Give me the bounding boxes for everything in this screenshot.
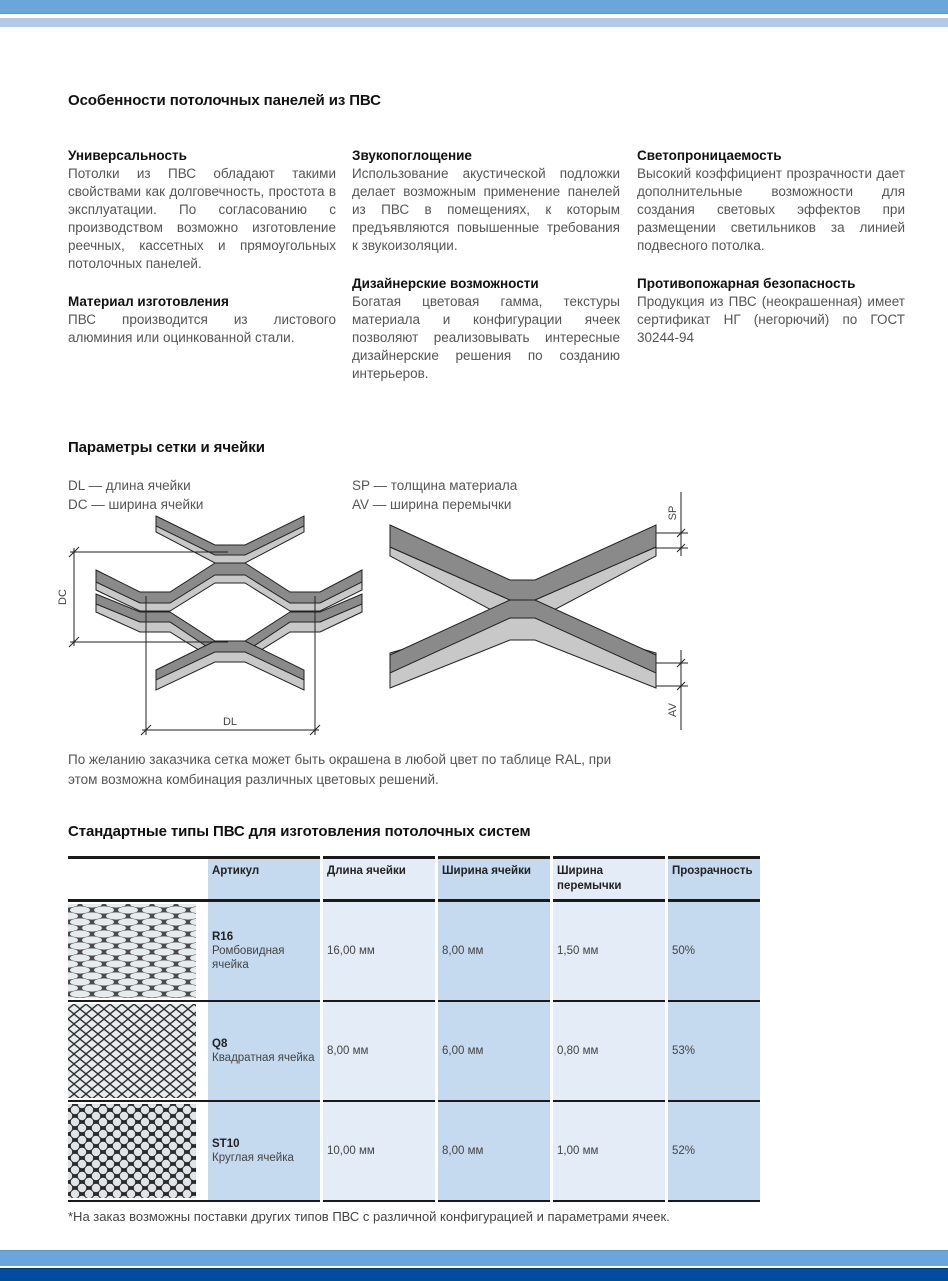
- article-name: Квадратная ячейка: [212, 1052, 315, 1064]
- paint-note: По желанию заказчика сетка может быть окрашена в любой цвет по таблице RAL, при этом возможна комбинация различных цветовых решений.: [68, 752, 612, 787]
- legend-right: [352, 476, 517, 514]
- feature-text: Потолки из ПВС обладают такими свойствами как долговечность, простота в эксплуатации. По согласованию с производством возможно изготовление реечных, кассетных и прямоугольных потолочных панелей.: [68, 166, 336, 271]
- table-header-row: [68, 858, 760, 901]
- feature-design: [352, 275, 620, 383]
- bridge-width: 1,00 мм: [552, 1101, 667, 1201]
- cell-width: 8,00 мм: [437, 1101, 552, 1201]
- header-transparency: Прозрачность: [667, 858, 761, 901]
- feature-material: [68, 293, 336, 347]
- round-mesh-icon: [68, 1104, 196, 1198]
- legend-sp: SP — толщина материала: [352, 478, 518, 493]
- dl-label: DL: [222, 716, 238, 728]
- feature-title: Звукопоглощение: [352, 148, 472, 163]
- feature-text: Богатая цветовая гамма, текстуры материала и конфигурации ячеек позволяют реализовывать интересные дизайнерские решения по созданию интерьеров.: [352, 294, 620, 381]
- table-row: [68, 901, 760, 1002]
- cell-width: 6,00 мм: [437, 1001, 552, 1101]
- params-title: Параметры сетки и ячейки: [68, 439, 265, 456]
- feature-sound-absorption: [352, 147, 620, 255]
- bottom-band: [0, 1250, 948, 1266]
- article-cell: [208, 1001, 322, 1101]
- feature-text: Высокий коэффициент прозрачности дает дополнительные возможности для создания световых эффектов при размещении светильников за линией подвесного потолка.: [637, 166, 905, 253]
- transparency: 50%: [667, 901, 761, 1002]
- header-cell-length: Длина ячейки: [322, 858, 437, 901]
- feature-text: Продукция из ПВС (неокрашенная) имеет сертификат НГ (негорючий) по ГОСТ 30244-94: [637, 294, 905, 345]
- header-cell-width: Ширина ячейки: [437, 858, 552, 901]
- article-code: ST10: [212, 1138, 240, 1150]
- article-name: Ромбовидная ячейка: [212, 945, 285, 971]
- transparency: 52%: [667, 1101, 761, 1201]
- sp-label: SP: [667, 505, 679, 521]
- cell-width: 8,00 мм: [437, 901, 552, 1002]
- feature-title: Материал изготовления: [68, 294, 229, 309]
- cell-length: 10,00 мм: [322, 1101, 437, 1201]
- article-cell: [208, 901, 322, 1002]
- header-image: [68, 858, 208, 901]
- cell-length: 16,00 мм: [322, 901, 437, 1002]
- article-cell: [208, 1101, 322, 1201]
- top-band-secondary: [0, 18, 948, 27]
- legend-dl: DL — длина ячейки: [68, 478, 191, 493]
- pattern-thumb-cell: [68, 1001, 208, 1101]
- feature-fire-safety: [637, 275, 905, 347]
- bridge-width: 1,50 мм: [552, 901, 667, 1002]
- top-band: [0, 0, 948, 14]
- pattern-thumb-cell: [68, 901, 208, 1002]
- feature-text: Использование акустической подложки делает возможным применение панелей из ПВС в помещениях, к которым предъявляются повышенные требования к звукоизоляции.: [352, 166, 620, 253]
- transparency: 53%: [667, 1001, 761, 1101]
- features-title: Особенности потолочных панелей из ПВС: [68, 92, 381, 109]
- feature-universality: [68, 147, 336, 273]
- table-row: [68, 1101, 760, 1201]
- cell-length: 8,00 мм: [322, 1001, 437, 1101]
- feature-text: ПВС производится из листового алюминия или оцинкованной стали.: [68, 312, 336, 345]
- article-name: Круглая ячейка: [212, 1152, 294, 1164]
- av-label: AV: [667, 703, 679, 717]
- legend-av: AV — ширина перемычки: [352, 497, 512, 512]
- table-footnote: *На заказ возможны поставки других типов ПВС с различной конфигурацией и параметрами ячеек.: [68, 1209, 670, 1224]
- square-mesh-icon: [68, 1004, 196, 1098]
- feature-title: Светопроницаемость: [637, 148, 782, 163]
- feature-light-permeability: [637, 147, 905, 255]
- header-article: Артикул: [208, 858, 322, 901]
- table-row: [68, 1001, 760, 1101]
- header-bridge-width: Ширина перемычки: [552, 858, 667, 901]
- article-code: R16: [212, 931, 234, 943]
- bottom-band-dark: [0, 1268, 948, 1281]
- article-code: Q8: [212, 1038, 228, 1050]
- feature-title: Универсальность: [68, 148, 187, 163]
- dc-label: DC: [57, 589, 69, 605]
- legend-left: [68, 476, 203, 514]
- pattern-thumb-cell: [68, 1101, 208, 1201]
- pvs-types-table: [68, 856, 760, 1202]
- legend-dc: DC — ширина ячейки: [68, 497, 204, 512]
- feature-title: Дизайнерские возможности: [352, 276, 539, 291]
- table-title: Стандартные типы ПВС для изготовления потолочных систем: [68, 823, 531, 840]
- feature-title: Противопожарная безопасность: [637, 276, 856, 291]
- bridge-width: 0,80 мм: [552, 1001, 667, 1101]
- rhombic-mesh-icon: [68, 904, 196, 998]
